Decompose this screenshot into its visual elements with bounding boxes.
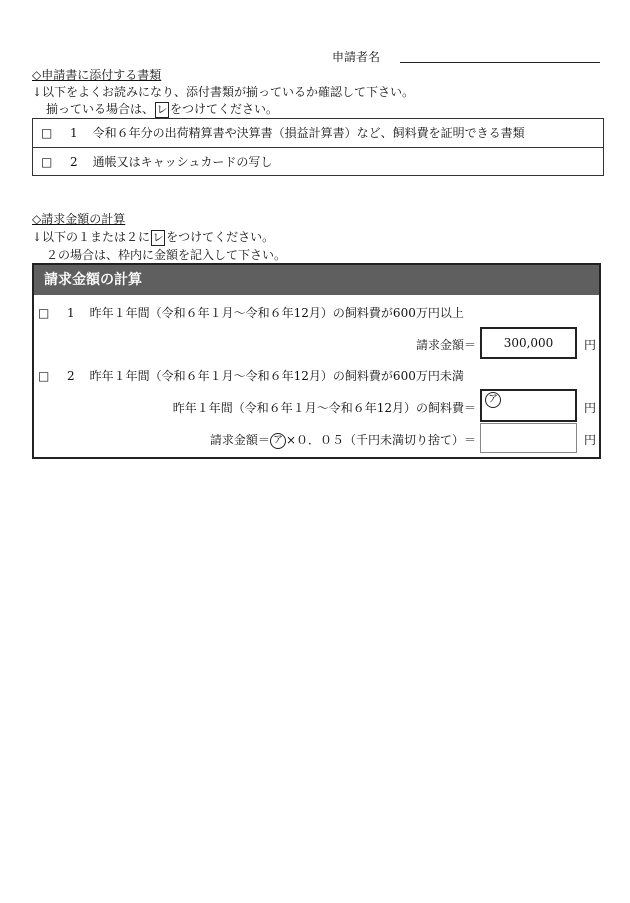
calculation-box-title: 請求金額の計算	[34, 265, 599, 295]
claim-amount-unit: 円	[584, 433, 597, 447]
option-1-checkbox[interactable]: □	[38, 306, 50, 320]
calculation-title: ◇請求金額の計算	[32, 212, 126, 226]
feed-cost-field[interactable]	[480, 389, 577, 422]
calc-instruction-after: をつけてください。	[166, 230, 275, 244]
attachments-list	[32, 118, 604, 176]
attachment-text-1: 令和６年分の出荷精算書や決算書（損益計算書）など、飼料費を証明できる書類	[92, 126, 525, 140]
feed-cost-unit: 円	[584, 401, 597, 415]
option-1-text: 昨年１年間（令和６年１月～令和６年12月）の飼料費が600万円以上	[89, 306, 464, 320]
attachment-item-1	[33, 119, 603, 147]
marker-a-icon: ア	[485, 392, 501, 408]
feed-cost-label: 昨年１年間（令和６年１月～令和６年12月）の飼料費＝	[172, 401, 476, 415]
attachment-checkbox-1[interactable]: □	[41, 126, 53, 140]
applicant-label: 申請者名	[332, 50, 381, 64]
attachments-instruction-2	[46, 100, 278, 118]
option-2-checkbox[interactable]: □	[38, 369, 50, 383]
option-2-text: 昨年１年間（令和６年１月～令和６年12月）の飼料費が600万円未満	[89, 369, 464, 383]
attachment-item-2	[33, 147, 603, 175]
attachment-checkbox-2[interactable]: □	[41, 155, 53, 169]
claim-calc-suffix: ×０．０５（千円未満切り捨て）＝	[285, 433, 476, 447]
option-1-number: 1	[67, 306, 75, 320]
claim-amount-field[interactable]	[480, 423, 577, 453]
calc-instruction-before: ↓以下の１または２に	[32, 230, 151, 244]
check-mark-example: レ	[156, 102, 168, 116]
calculation-instruction-1	[32, 228, 274, 246]
instruction-text-before: 揃っている場合は、	[46, 102, 155, 116]
calculation-instruction-2: ２の場合は、枠内に金額を記入して下さい。	[46, 248, 287, 262]
marker-a-ref-icon: ア	[270, 433, 286, 449]
attachments-instruction-1: ↓以下をよくお読みになり、添付書類が揃っているか確認して下さい。	[32, 85, 415, 99]
claim-calc-label	[210, 431, 476, 449]
option-2-row	[38, 367, 464, 384]
calculation-box	[32, 263, 601, 459]
option-1-unit: 円	[584, 338, 597, 352]
attachment-number-1: 1	[70, 126, 78, 140]
instruction-text-after: をつけてください。	[170, 102, 279, 116]
option-1-amount-field: 300,000	[480, 327, 577, 359]
attachment-number-2: 2	[70, 155, 78, 169]
calc-check-mark-example: レ	[152, 230, 164, 244]
attachment-text-2: 通帳又はキャッシュカードの写し	[92, 155, 273, 169]
option-2-number: 2	[67, 369, 75, 383]
option-1-amount-label: 請求金額＝	[415, 338, 476, 352]
option-1-row	[38, 304, 464, 321]
claim-calc-prefix: 請求金額＝	[209, 433, 270, 447]
attachments-title: ◇申請書に添付する書類	[32, 68, 162, 82]
applicant-name-line[interactable]	[400, 62, 600, 63]
